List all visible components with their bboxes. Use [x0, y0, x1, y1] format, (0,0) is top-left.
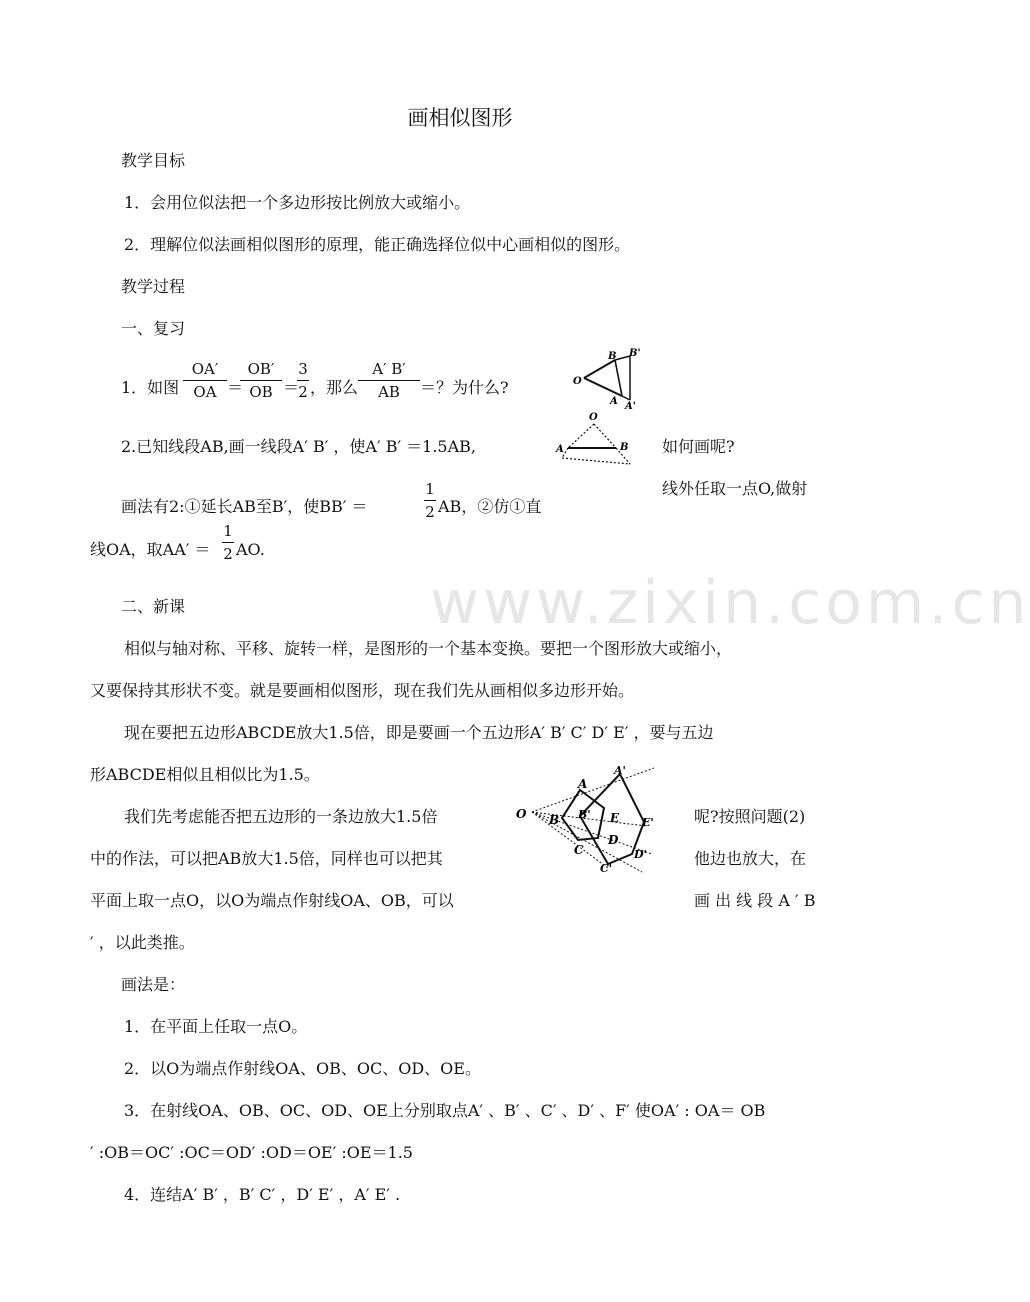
p3-right2: 他边也放大，在 — [694, 849, 807, 868]
q1-fraction-1 — [183, 360, 227, 401]
fig2-label-a: A — [556, 444, 564, 455]
fig3-label-b: B — [549, 813, 560, 827]
q1-equals-2: ＝ — [283, 378, 300, 397]
step-1: 1．在平面上任取一点O。 — [124, 1017, 308, 1036]
method-mid: AB，②仿①直 — [438, 497, 542, 516]
process-heading: 教学过程 — [121, 277, 186, 296]
q1-fraction-2-den: OB — [249, 383, 273, 401]
q1-fraction-2-num: OB′ — [247, 360, 275, 378]
method-line2-suffix: AO. — [236, 540, 265, 559]
q1-fraction-2 — [240, 360, 282, 401]
fig2-label-o: O — [589, 412, 598, 423]
fig1-label-b: B — [608, 351, 617, 362]
fig1-label-o: O — [573, 376, 582, 387]
fig1-label-a-prime: A' — [625, 401, 636, 412]
fig3-label-e-prime: E' — [642, 816, 654, 829]
p2-line2: 形ABCDE相似且相似比为1.5。 — [90, 765, 320, 784]
fig1-label-b-prime: B' — [629, 348, 641, 359]
fig3-label-o: O — [516, 807, 527, 821]
step-4: 4．连结A′ B′ ，B′ C′ ，D′ E′ ，A′ E′ . — [124, 1185, 401, 1204]
method-line2-prefix: 线OA，取AA′ ＝ — [90, 540, 211, 559]
fig3-label-e: E — [610, 811, 620, 825]
q2-right-line2: 线外任取一点O,做射 — [662, 479, 808, 498]
fig3-label-c: C — [574, 843, 584, 857]
figure-triangle-1 — [570, 346, 646, 412]
step-3-line1: 3．在射线OA、OB、OC、OD、OE上分别取点A′ 、B′ 、C′ 、D′ 、F′ 使OA′ : OA＝ OB — [124, 1101, 766, 1120]
fig2-label-b: B — [620, 442, 629, 453]
p1-line2: 又要保持其形状不变。就是要画相似图形，现在我们先从画相似多边形开始。 — [90, 681, 635, 700]
fig3-label-d-prime: D' — [634, 848, 647, 861]
fig3-label-a-prime: A' — [614, 764, 626, 777]
goal-1: 1．会用位似法把一个多边形按比例放大或缩小。 — [124, 193, 471, 212]
q1-fraction-4-num: A′ B′ — [372, 360, 406, 378]
fig3-label-b-prime: B' — [578, 808, 591, 821]
fig3-label-a: A — [578, 777, 588, 791]
figure-pentagon — [514, 760, 664, 878]
fig3-label-c-prime: C' — [600, 862, 613, 875]
p3-left3: 平面上取一点O，以O为端点作射线OA、OB，可以 — [90, 891, 454, 910]
p3-left2: 中的作法，可以把AB放大1.5倍，同样也可以把其 — [90, 849, 443, 868]
method-line2-fraction — [222, 522, 234, 563]
q1-equals-1: ＝ — [227, 378, 244, 397]
method-fraction — [424, 480, 436, 521]
fig3-label-d: D — [608, 833, 619, 847]
p2-line1: 现在要把五边形ABCDE放大1.5倍，即是要画一个五边形A′ B′ C′ D′ E′ ，要与五边 — [124, 723, 714, 742]
q1-suffix: ＝？为什么? — [420, 378, 509, 397]
q1-fraction-4 — [358, 360, 420, 401]
fig1-label-a: A — [610, 396, 618, 407]
p3-line4: ′ ，以此类推。 — [90, 933, 195, 952]
watermark: www.zixin.com.cn — [430, 568, 1030, 638]
p3-left1: 我们先考虑能否把五边形的一条边放大1.5倍 — [124, 807, 438, 826]
q1-fraction-3-den: 2 — [298, 383, 308, 401]
p3-right3: 画 出 线 段 A ′ B — [694, 891, 816, 910]
q1-fraction-3 — [297, 360, 309, 401]
q1-prefix: 1．如图 — [121, 378, 180, 397]
page-title: 画相似图形 — [407, 106, 513, 130]
step-2: 2．以O为端点作射线OA、OB、OC、OD、OE。 — [124, 1059, 481, 1078]
q2-right: 如何画呢? — [662, 437, 735, 456]
q1-mid: ，那么 — [310, 378, 359, 397]
method-line2-fraction-den: 2 — [223, 545, 233, 563]
new-heading: 二、新课 — [121, 597, 186, 616]
steps-heading: 画法是： — [121, 975, 186, 994]
q1-fraction-1-num: OA′ — [191, 360, 219, 378]
method-prefix: 画法有2:①延长AB至B′，使BB′ ＝ — [121, 497, 368, 516]
q2-text: 2.已知线段AB,画一线段A′ B′ ，使A′ B′ ＝1.5AB, — [121, 437, 477, 456]
p3-right1: 呢?按照问题(2) — [694, 807, 806, 826]
figure-segment-2 — [554, 408, 638, 470]
method-fraction-num: 1 — [425, 480, 435, 498]
step-3-line2: ′ :OB＝OC′ :OC＝OD′ :OD＝OE′ :OE＝1.5 — [90, 1143, 413, 1162]
q1-fraction-4-den: AB — [378, 383, 400, 401]
q1-fraction-3-num: 3 — [298, 360, 308, 378]
q1-fraction-1-den: OA — [193, 383, 217, 401]
method-fraction-den: 2 — [425, 503, 435, 521]
goals-heading: 教学目标 — [121, 151, 186, 170]
method-line2-fraction-num: 1 — [223, 522, 233, 540]
goal-2: 2．理解位似法画相似图形的原理，能正确选择位似中心画相似的图形。 — [124, 235, 631, 254]
review-heading: 一、复习 — [121, 319, 186, 338]
p1-line1: 相似与轴对称、平移、旋转一样，是图形的一个基本变换。要把一个图形放大或缩小， — [124, 639, 733, 658]
